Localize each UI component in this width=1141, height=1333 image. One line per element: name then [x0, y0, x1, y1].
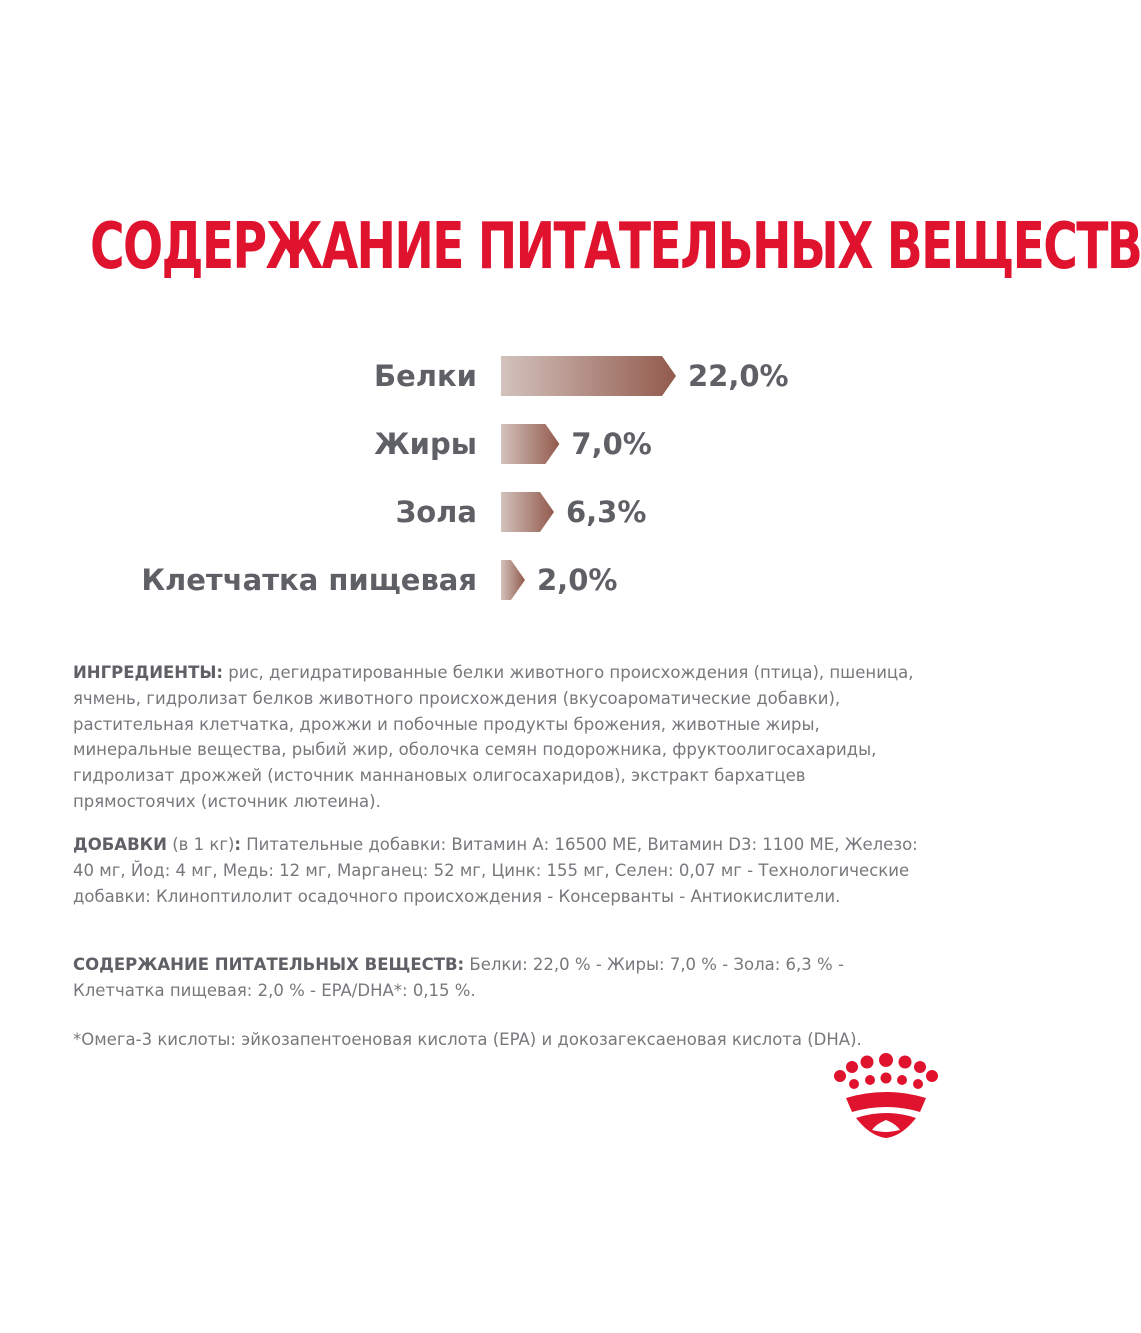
nutrients-section [73, 952, 933, 1004]
additives-text: Питательные добавки: Витамин А: 16500 МЕ, Витамин D3: 1100 МЕ, Железо: 40 мг, Йод: 4 мг, Медь: 12 мг, Марганец: 52 мг, Цинк: 155 мг, Селен: 0,07 мг - Технологические добавки: Клиноптилолит осадочного происхождения - Консерванты - Антиокислители. [73, 835, 918, 906]
additives-colon: : [234, 835, 242, 854]
ingredients-section [73, 660, 933, 815]
value-label: 2,0% [537, 563, 618, 597]
royal-canin-crown-icon [832, 1052, 940, 1142]
value-label: 22,0% [688, 359, 789, 393]
value-label: 7,0% [571, 427, 652, 461]
ingredients-text: рис, дегидратированные белки животного происхождения (птица), пшеница, ячмень, гидролизат белков животного происхождения (вкусоароматические добавки), растительная клетчатка, дрожжи и побочные продукты брожения, животные жиры, минеральные вещества, рыбий жир, оболочка семян подорожника, фруктоолигосахариды, гидролизат дрожжей (источник маннановых олигосахаридов), экстракт бархатцев прямостоячих (источник лютеина). [73, 663, 914, 811]
ingredients-heading: ИНГРЕДИЕНТЫ: [73, 663, 224, 682]
category-label: Жиры [374, 427, 477, 461]
category-label: Белки [373, 359, 477, 393]
category-label: Клетчатка пищевая [141, 563, 477, 597]
category-label: Зола [395, 495, 477, 529]
value-label: 6,3% [565, 495, 647, 529]
bar-4 [501, 560, 525, 600]
bar-3 [501, 492, 554, 532]
additives-qualifier: (в 1 кг) [166, 835, 235, 854]
nutrients-heading: СОДЕРЖАНИЕ ПИТАТЕЛЬНЫХ ВЕЩЕСТВ: [73, 955, 465, 974]
page-title: СОДЕРЖАНИЕ ПИТАТЕЛЬНЫХ ВЕЩЕСТВ [90, 210, 1141, 284]
additives-section [73, 832, 933, 909]
additives-heading: ДОБАВКИ [73, 835, 167, 854]
bar-1 [501, 356, 676, 396]
nutrients-text: Белки: 22,0 % - Жиры: 7,0 % - Зола: 6,3 % - Клетчатка пищевая: 2,0 % - EPA/DHA*: 0,15 %. [73, 955, 844, 1000]
footnote: *Омега-3 кислоты: эйкозапентоеновая кислота (EPA) и докозагексаеновая кислота (DHA). [73, 1030, 862, 1049]
bar-2 [501, 424, 559, 464]
nutrient-bar-chart [0, 340, 1000, 610]
